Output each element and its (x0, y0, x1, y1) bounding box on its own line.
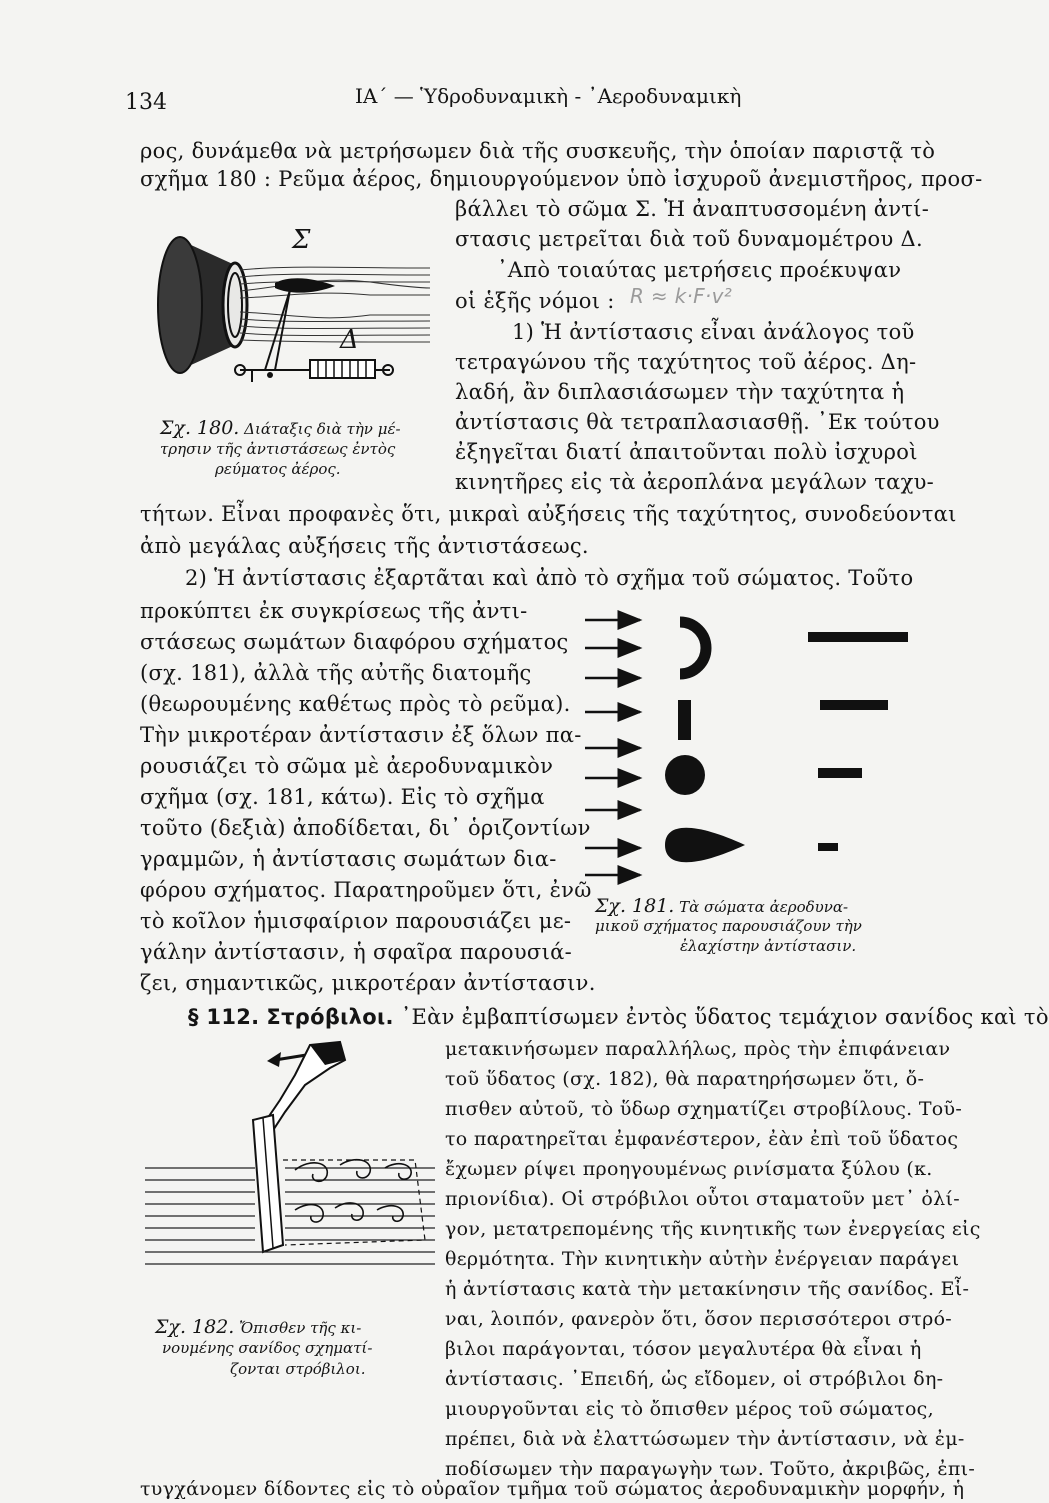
body-line: πρέπει, διὰ νὰ ἐλαττώσωμεν τὴν ἀντίστασιν, νὰ ἐμ- (445, 1428, 965, 1450)
body-line: θερμότητα. Τὴν κινητικὴν αὐτὴν ἐνέργειαν παράγει (445, 1248, 960, 1270)
running-title: ΙΑ΄ — Ὑδροδυναμικὴ - ᾿Αεροδυναμικὴ (355, 84, 742, 108)
fig182-caption-number: Σχ. 182. (155, 1316, 235, 1338)
body-line: ἔχωμεν ρίψει προηγουμένως ρινίσματα ξύλου (κ. (445, 1158, 933, 1180)
body-line: πριονίδια). Οἱ στρόβιλοι οὗτοι σταματοῦν μετ᾿ ὀλί- (445, 1188, 960, 1210)
body-line: σχῆμα (σχ. 181, κάτω). Εἰς τὸ σχῆμα (140, 785, 545, 809)
body-line: γον, μετατρεπομένης τῆς κινητικῆς των ἐνεργείας εἰς (445, 1218, 981, 1240)
hollow-hemisphere-shape (680, 622, 706, 674)
body-line: οἱ ἑξῆς νόμοι : (455, 289, 615, 313)
fig182-vortices-drawing (145, 1040, 435, 1270)
streamlined-body-shape (665, 828, 745, 863)
body-line: τυγχάνομεν δίδοντες εἰς τὸ οὐραῖον τμῆμα τοῦ σώματος ἀεροδυναμικὴν μορφήν, ἡ (140, 1478, 965, 1500)
body-line: ἐξηγεῖται διατί ἀπαιτοῦνται πολὺ ἰσχυροὶ (455, 440, 918, 464)
body-line: (σχ. 181), ἀλλὰ τῆς αὐτῆς διατομῆς (140, 661, 532, 685)
resistance-bar (820, 700, 888, 710)
fig182-caption-line: νουμένης σανίδος σχηματί- (162, 1339, 373, 1357)
section-title: Στρόβιλοι. (266, 1005, 394, 1029)
body-line: ζει, σημαντικῶς, μικροτέραν ἀντίστασιν. (140, 971, 596, 995)
resistance-bar (818, 768, 862, 778)
body-line: λαδή, ἂν διπλασιάσωμεν τὴν ταχύτητα ἡ (455, 380, 905, 404)
body-line: 1) Ἡ ἀντίστασις εἶναι ἀνάλογος τοῦ (512, 320, 915, 344)
body-line: ἀπὸ μεγάλας αὐξήσεις τῆς ἀντιστάσεως. (140, 534, 589, 558)
fig181-airflow-arrows (585, 620, 640, 875)
fig180-label-sigma: Σ (292, 225, 311, 255)
section-112-first-line (188, 1003, 1049, 1031)
body-line: τοῦ ὕδατος (σχ. 182), θὰ παρατηρήσωμεν ὅτι, ὄ- (445, 1068, 925, 1090)
fig180-caption-line: τρησιν τῆς ἀντιστάσεως ἐντὸς (160, 440, 396, 458)
fig181-caption-number: Σχ. 181. (595, 895, 675, 917)
body-line: μετακινήσωμεν παραλλήλως, πρὸς τὴν ἐπιφάνειαν (445, 1038, 951, 1060)
flat-plate-shape (678, 700, 691, 740)
fig180-caption-number: Σχ. 180. (160, 417, 240, 439)
body-line: πισθεν αὐτοῦ, τὸ ὕδωρ σχηματίζει στροβίλους. Τοῦ- (445, 1098, 963, 1120)
body-line: ᾿Απὸ τοιαύτας μετρήσεις προέκυψαν (497, 258, 902, 282)
body-line: στάσεως σωμάτων διαφόρου σχήματος (140, 630, 569, 654)
body-line: τὸ κοῖλον ἡμισφαίριον παρουσιάζει με- (140, 909, 572, 933)
body-line: γάλην ἀντίστασιν, ἡ σφαῖρα παρουσιά- (140, 940, 572, 964)
fig182-caption-line: ζονται στρόβιλοι. (230, 1360, 366, 1378)
body-line: βάλλει τὸ σῶμα Σ. Ἡ ἀναπτυσσομένη ἀντί- (455, 197, 930, 221)
body-line: ᾿Εὰν ἐμβαπτίσωμεν ἐντὸς ὕδατος τεμάχιον σανίδος καὶ τὸ (400, 1005, 1049, 1029)
fig180-caption-line: Σχ. 180. Διάταξις διὰ τὴν μέ- (160, 417, 401, 439)
body-line: 2) Ἡ ἀντίστασις ἐξαρτᾶται καὶ ἀπὸ τὸ σχῆμα τοῦ σώματος. Τοῦτο (185, 566, 914, 590)
fig180-caption-line: ρεύματος ἀέρος. (215, 460, 341, 478)
body-line: τήτων. Εἶναι προφανὲς ὅτι, μικραὶ αὐξήσεις τῆς ταχύτητος, συνοδεύονται (140, 502, 957, 526)
body-line: Τὴν μικροτέραν ἀντίστασιν ἐξ ὅλων πα- (140, 723, 582, 747)
fig181-shapes-drawing (580, 600, 910, 900)
body-line: ἀντίστασις. ᾿Επειδή, ὡς εἴδομεν, οἱ στρόβιλοι δη- (445, 1368, 944, 1390)
body-line: προκύπτει ἐκ συγκρίσεως τῆς ἀντι- (140, 599, 528, 623)
body-line: ποδίσωμεν τὴν παραγωγὴν των. Τοῦτο, ἀκριβῶς, ἐπι- (445, 1458, 976, 1480)
fig180-label-delta: Δ (340, 325, 360, 355)
fig181-caption-line: ἐλαχίστην ἀντίστασιν. (680, 937, 857, 955)
body-line: βιλοι παράγονται, τόσον μεγαλυτέρα θὰ εἶναι ἡ (445, 1338, 922, 1360)
body-line: το παρατηρεῖται ἐμφανέστερον, ἐὰν ἐπὶ τοῦ ὕδατος (445, 1128, 959, 1150)
body-line: γραμμῶν, ἡ ἀντίστασις σωμάτων δια- (140, 847, 557, 871)
resistance-bar (808, 632, 908, 642)
body-line: σχῆμα 180 : Ρεῦμα ἀέρος, δημιουργούμενον ὑπὸ ἰσχυροῦ ἀνεμιστῆρος, προσ- (140, 167, 983, 191)
body-line: ρουσιάζει τὸ σῶμα μὲ ἀεροδυναμικὸν (140, 754, 554, 778)
resistance-bar (818, 843, 838, 851)
body-line: ἡ ἀντίστασις κατὰ τὴν μετακίνησιν τῆς σανίδος. Εἶ- (445, 1278, 970, 1300)
fig181-caption-line: μικοῦ σχήματος παρουσιάζουν τὴν (595, 917, 862, 935)
body-line: φόρου σχήματος. Παρατηροῦμεν ὅτι, ἐνῶ (140, 878, 592, 902)
body-line: κινητῆρες εἰς τὰ ἀεροπλάνα μεγάλων ταχυ- (455, 470, 935, 494)
body-line: ἀντίστασις θὰ τετραπλασιασθῇ. ᾿Εκ τούτου (455, 410, 940, 434)
body-line: τοῦτο (δεξιὰ) ἀποδίδεται, δι᾿ ὁριζοντίων (140, 816, 591, 840)
fig182-caption-line: Σχ. 182. Ὄπισθεν τῆς κι- (155, 1316, 362, 1338)
body-line: μιουργοῦνται εἰς τὸ ὄπισθεν μέρος τοῦ σώματος, (445, 1398, 934, 1420)
handwritten-note: R ≈ k·F·v² (630, 284, 733, 308)
body-line: ρος, δυνάμεθα νὰ μετρήσωμεν διὰ τῆς συσκευῆς, τὴν ὁποίαν παριστᾷ τὸ (140, 139, 936, 163)
body-line: τετραγώνου τῆς ταχύτητος τοῦ ἀέρος. Δη- (455, 350, 917, 374)
vortex-swirls (295, 1160, 411, 1222)
sphere-shape (665, 755, 705, 795)
page-number: 134 (125, 90, 167, 115)
body-line: (θεωρουμένης καθέτως πρὸς τὸ ρεῦμα). (140, 692, 571, 716)
fig181-caption-line: Σχ. 181. Τὰ σώματα ἀεροδυνα- (595, 895, 849, 917)
body-line: στασις μετρεῖται διὰ τοῦ δυναμομέτρου Δ. (455, 227, 923, 251)
section-number: § 112. (188, 1005, 260, 1029)
body-line: ναι, λοιπόν, φανερὸν ὅτι, ὅσον περισσότεροι στρό- (445, 1308, 953, 1330)
